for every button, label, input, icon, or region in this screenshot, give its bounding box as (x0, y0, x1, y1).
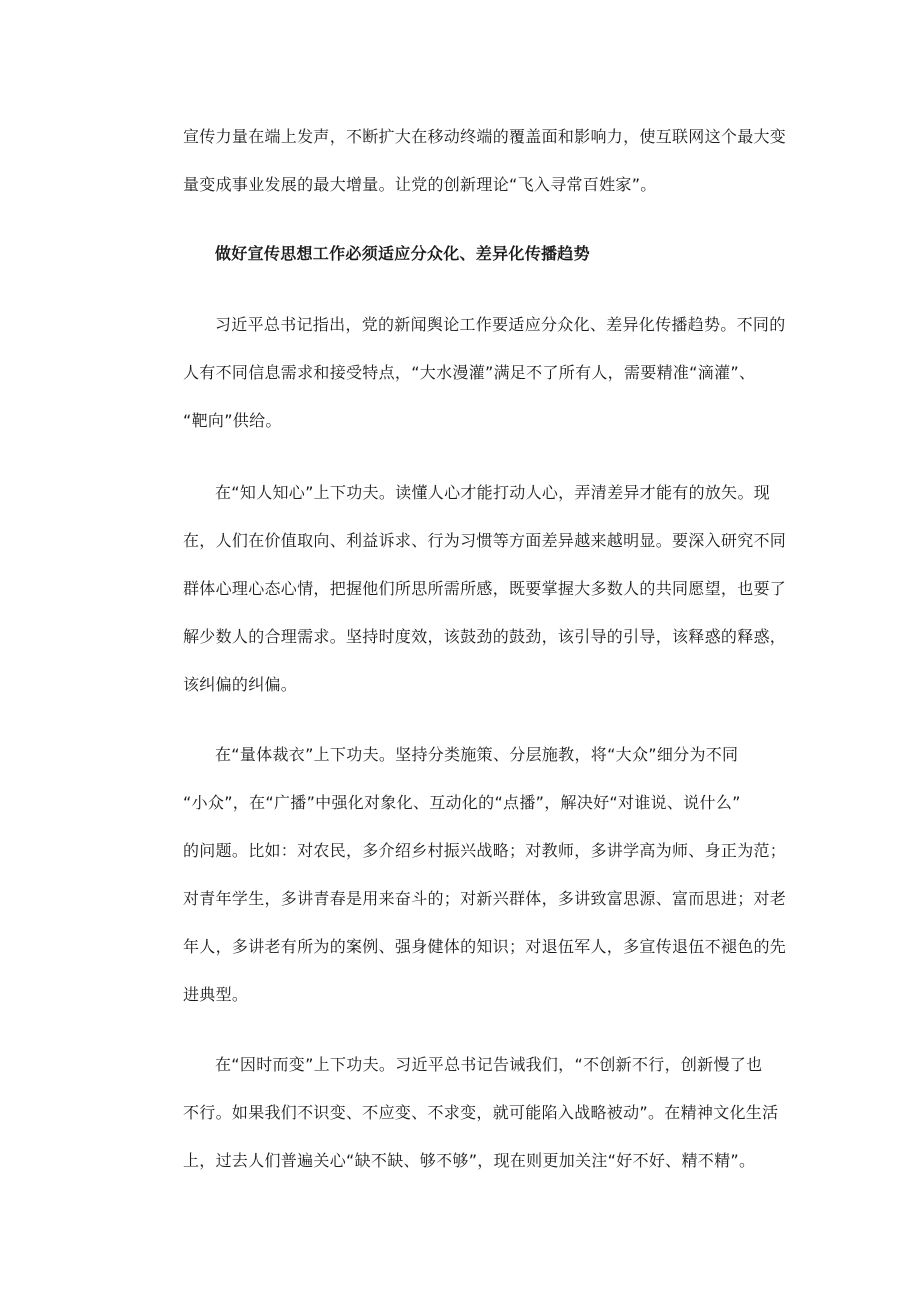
paragraph-line: “小众”，在“广播”中强化对象化、互动化的“点播”，解决好“对谁说、说什么” (183, 793, 741, 812)
paragraph-line: 在，人们在价值取向、利益诉求、行为习惯等方面差异越来越明显。要深入研究不同 (183, 531, 787, 550)
paragraph-line: 对青年学生，多讲青春是用来奋斗的；对新兴群体，多讲致富思源、富而思进；对老 (183, 889, 787, 908)
paragraph-line: “靶向”供给。 (183, 411, 282, 430)
paragraph-line: 人有不同信息需求和接受特点，“大水漫灌”满足不了所有人，需要精准“滴灌”、 (183, 363, 756, 382)
paragraph-line: 不行。如果我们不识变、不应变、不求变，就可能陷入战略被动”。在精神文化生活 (183, 1103, 779, 1122)
paragraph-line: 年人，多讲老有所为的案例、强身健体的知识；对退伍军人，多宣传退伍不褪色的先 (183, 937, 787, 956)
paragraph-line: 的问题。比如：对农民，多介绍乡村振兴战略；对教师，多讲学高为师、身正为范； (183, 841, 787, 860)
paragraph-line: 宣传力量在端上发声，不断扩大在移动终端的覆盖面和影响力，使互联网这个最大变 (183, 127, 787, 146)
paragraph-line: 在“知人知心”上下功夫。读懂人心才能打动人心，弄清差异才能有的放矢。现 (215, 483, 771, 502)
section-heading: 做好宣传思想工作必须适应分众化、差异化传播趋势 (215, 244, 590, 263)
paragraph-line: 该纠偏的纠偏。 (183, 675, 298, 694)
paragraph-line: 习近平总书记指出，党的新闻舆论工作要适应分众化、差异化传播趋势。不同的 (215, 315, 786, 334)
paragraph-line: 群体心理心态心情，把握他们所思所需所感，既要掌握大多数人的共同愿望，也要了 (183, 579, 787, 598)
paragraph-line: 解少数人的合理需求。坚持时度效，该鼓劲的鼓劲，该引导的引导，该释惑的释惑， (183, 627, 787, 646)
paragraph-line: 进典型。 (183, 985, 249, 1004)
paragraph-line: 上，过去人们普遍关心“缺不缺、够不够”，现在则更加关注“好不好、精不精”。 (183, 1151, 756, 1170)
paragraph-line: 在“量体裁衣”上下功夫。坚持分类施策、分层施教，将“大众”细分为不同 (215, 745, 739, 764)
paragraph-line: 量变成事业发展的最大增量。让党的创新理论“飞入寻常百姓家”。 (183, 175, 657, 194)
paragraph-line: 在“因时而变”上下功夫。习近平总书记告诫我们，“不创新不行，创新慢了也 (215, 1055, 763, 1074)
